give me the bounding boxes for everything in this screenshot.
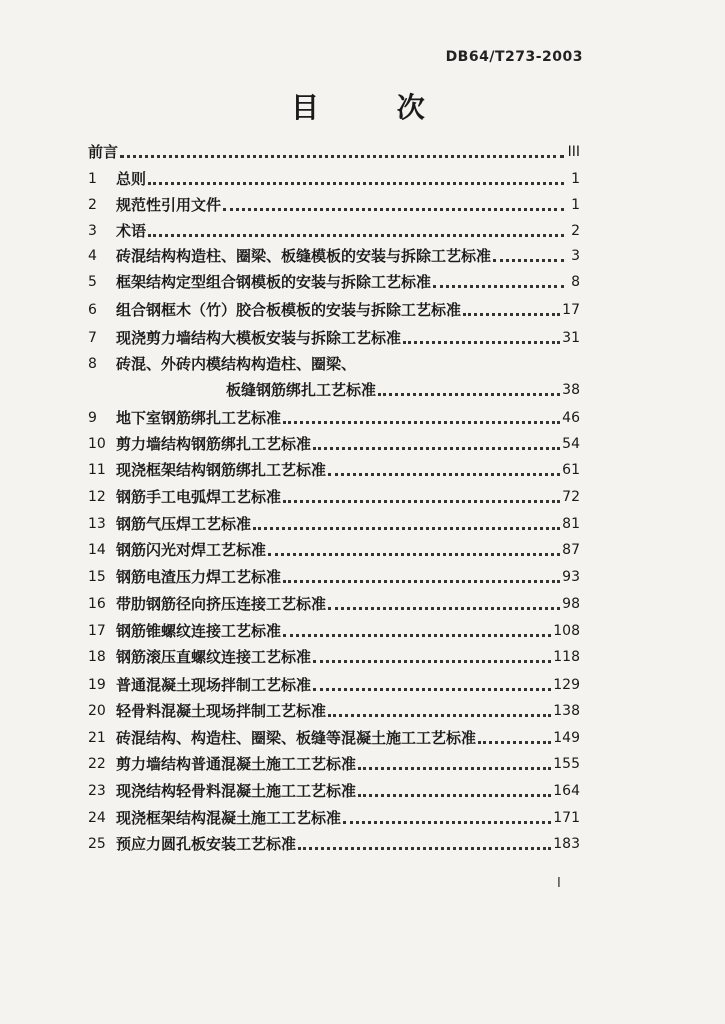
toc-leader-dots: [298, 837, 551, 850]
toc-entry-number: 1: [88, 171, 97, 187]
toc-entry-page: 138: [553, 703, 580, 719]
toc-entry-page: 81: [562, 516, 580, 532]
toc-entry-number: 23: [88, 783, 106, 799]
toc-leader-dots: [313, 437, 560, 450]
toc-leader-dots: [148, 224, 564, 237]
toc-entry-number: 20: [88, 703, 106, 719]
toc-leader-dots: [433, 275, 564, 288]
toc-entry-number: 18: [88, 649, 106, 665]
toc-entry-title: 前言: [88, 143, 119, 161]
toc-entry-title: 预应力圆孔板安装工艺标准: [116, 835, 297, 853]
toc-entry-title: 现浇结构轻骨料混凝土施工工艺标准: [116, 782, 357, 800]
toc-entry-title: 规范性引用文件: [116, 196, 222, 214]
toc-entry-title: 现浇剪力墙结构大模板安装与拆除工艺标准: [116, 329, 402, 347]
toc-entry: [88, 352, 580, 374]
toc-entry-number: 6: [88, 302, 97, 318]
toc-entry: [88, 645, 580, 667]
toc-entry: [88, 806, 580, 828]
toc-leader-dots: [148, 172, 564, 185]
toc-entry-page: 72: [562, 489, 580, 505]
toc-entry-page: 61: [562, 462, 580, 478]
toc-leader-dots: [268, 543, 560, 556]
toc-entry-page: 155: [553, 756, 580, 772]
toc-entry: [88, 565, 580, 587]
toc-entry: [88, 592, 580, 614]
toc-entry-page: 164: [553, 783, 580, 799]
toc-leader-dots: [283, 624, 551, 637]
toc-entry-number: 22: [88, 756, 106, 772]
page-title: 目 次: [291, 91, 459, 124]
toc-leader-dots: [313, 650, 551, 663]
toc-entry-title: 现浇框架结构钢筋绑扎工艺标准: [116, 461, 327, 479]
toc-entry-title: 轻骨料混凝土现场拌制工艺标准: [116, 702, 327, 720]
toc-entry-page: 93: [562, 569, 580, 585]
toc-entry-number: 4: [88, 248, 97, 264]
toc-entry-page: 31: [562, 330, 580, 346]
toc-leader-dots: [358, 757, 551, 770]
toc-entry-number: 15: [88, 569, 106, 585]
toc-leader-dots: [328, 597, 560, 610]
toc-entry-page: 2: [571, 223, 580, 239]
toc-entry-title: 钢筋手工电弧焊工艺标准: [116, 488, 282, 506]
toc-entry-number: 7: [88, 330, 97, 346]
toc-entry: [88, 485, 580, 507]
toc-entry: [88, 752, 580, 774]
toc-entry-page: 1: [571, 171, 580, 187]
toc-leader-dots: [328, 463, 560, 476]
toc-entry-page: 129: [553, 677, 580, 693]
toc-entry-number: 14: [88, 542, 106, 558]
toc-entry-title: 普通混凝土现场拌制工艺标准: [116, 676, 312, 694]
toc-entry-number: 5: [88, 274, 97, 290]
toc-entry-page: 17: [562, 302, 580, 318]
toc-entry-page: 149: [553, 730, 580, 746]
toc-leader-dots: [343, 811, 551, 824]
toc-entry-title: 砖混结构、构造柱、圈梁、板缝等混凝土施工工艺标准: [116, 729, 477, 747]
toc-entry-title: 钢筋气压焊工艺标准: [116, 515, 252, 533]
toc-leader-dots: [493, 249, 564, 262]
toc-entry-page: 171: [553, 810, 580, 826]
toc-entry-title: 砖混结构构造柱、圈梁、板缝模板的安装与拆除工艺标准: [116, 247, 492, 265]
toc-leader-dots: [253, 517, 560, 530]
toc-entry-title: 带肋钢筋径向挤压连接工艺标准: [116, 595, 327, 613]
toc-entry-page: 8: [571, 274, 580, 290]
toc-entry-page: 3: [571, 248, 580, 264]
toc-entry-number: 16: [88, 596, 106, 612]
toc-entry-page: 183: [553, 836, 580, 852]
toc-entry-page: 1: [571, 197, 580, 213]
toc-entry-number: 21: [88, 730, 106, 746]
toc-entry: [88, 244, 580, 266]
toc-entry-title: 现浇框架结构混凝土施工工艺标准: [116, 809, 342, 827]
toc-entry-title: 术语: [116, 222, 147, 240]
toc-entry-page: 108: [553, 623, 580, 639]
toc-leader-dots: [223, 198, 564, 211]
toc-entry: [88, 726, 580, 748]
toc-entry-page: 118: [553, 649, 580, 665]
toc-entry: [88, 167, 580, 189]
toc-entry: [88, 406, 580, 428]
toc-leader-dots: [283, 411, 560, 424]
toc-entry-title: 钢筋闪光对焊工艺标准: [116, 541, 267, 559]
toc-entry: [88, 699, 580, 721]
toc-entry-number: 10: [88, 436, 106, 452]
toc-entry: [88, 619, 580, 641]
toc-leader-dots: [313, 678, 551, 691]
toc-leader-dots: [358, 784, 551, 797]
page-number: I: [557, 876, 561, 891]
toc-entry: [88, 326, 580, 348]
toc-entry-number: 24: [88, 810, 106, 826]
toc-entry-title: 板缝钢筋绑扎工艺标准: [226, 381, 377, 399]
toc-entry-number: 13: [88, 516, 106, 532]
toc-entry-number: 12: [88, 489, 106, 505]
toc-entry-title: 钢筋锥螺纹连接工艺标准: [116, 622, 282, 640]
toc-entry-title: 钢筋电渣压力焊工艺标准: [116, 568, 282, 586]
toc-entry-number: 3: [88, 223, 97, 239]
toc-entry-page: 46: [562, 410, 580, 426]
toc-entry: [88, 673, 580, 695]
toc-leader-dots: [403, 331, 560, 344]
toc-entry: [88, 270, 580, 292]
toc-leader-dots: [120, 145, 564, 158]
toc-leader-dots: [463, 303, 560, 316]
toc-entry-title: 框架结构定型组合钢模板的安装与拆除工艺标准: [116, 273, 432, 291]
toc-entry-number: 8: [88, 356, 97, 372]
toc-entry-number: 2: [88, 197, 97, 213]
toc-entry: [88, 378, 580, 400]
toc-entry: [88, 298, 580, 320]
toc-entry-number: 25: [88, 836, 106, 852]
toc-entry: [88, 512, 580, 534]
toc-entry-title: 钢筋滚压直螺纹连接工艺标准: [116, 648, 312, 666]
toc-entry-page: 54: [562, 436, 580, 452]
toc-entry: [88, 219, 580, 241]
toc-entry-page: 98: [562, 596, 580, 612]
document-code: DB64/T273-2003: [445, 49, 583, 65]
toc-leader-dots: [328, 704, 551, 717]
toc-entry-number: 19: [88, 677, 106, 693]
toc-entry-number: 11: [88, 462, 106, 478]
toc-entry-title: 剪力墙结构普通混凝土施工工艺标准: [116, 755, 357, 773]
toc-entry: [88, 832, 580, 854]
toc-entry-title: 地下室钢筋绑扎工艺标准: [116, 409, 282, 427]
toc-entry-title: 剪力墙结构钢筋绑扎工艺标准: [116, 435, 312, 453]
toc-entry-number: 17: [88, 623, 106, 639]
toc-entry-page: 38: [562, 382, 580, 398]
toc-entry: [88, 779, 580, 801]
toc-leader-dots: [283, 570, 560, 583]
toc-leader-dots: [378, 383, 560, 396]
toc-entry-title: 砖混、外砖内模结构构造柱、圈梁、: [116, 355, 357, 373]
toc-entry: [88, 538, 580, 560]
toc-entry: [88, 458, 580, 480]
toc-entry: [88, 140, 580, 162]
toc-leader-dots: [283, 490, 560, 503]
toc-entry-page: 87: [562, 542, 580, 558]
toc-entry-number: 9: [88, 410, 97, 426]
toc-entry: [88, 193, 580, 215]
toc-entry-title: 总则: [116, 170, 147, 188]
toc-entry-title: 组合钢框木（竹）胶合板模板的安装与拆除工艺标准: [116, 301, 462, 319]
toc-entry-page: III: [567, 144, 580, 160]
toc-entry: [88, 432, 580, 454]
toc-leader-dots: [478, 731, 551, 744]
